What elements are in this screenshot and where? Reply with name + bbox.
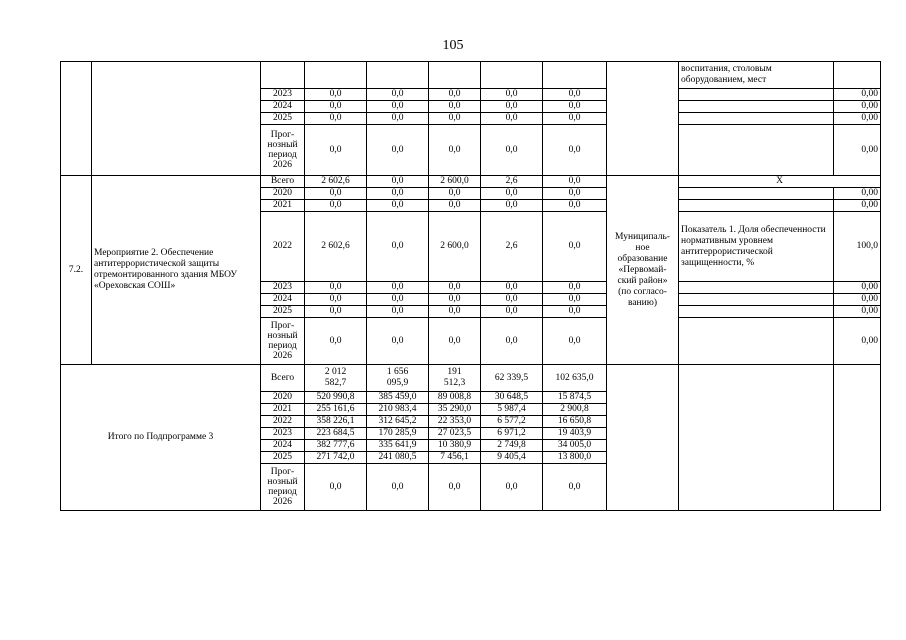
- value-cell: 16 650,8: [543, 416, 607, 428]
- page-number: 105: [442, 38, 464, 53]
- indicator-text: [679, 89, 834, 101]
- indicator-value: 0,00: [834, 294, 881, 306]
- indicator-text: [679, 306, 834, 318]
- value-cell: 0,0: [543, 101, 607, 113]
- name-cell: [92, 62, 261, 176]
- value-cell: 0,0: [429, 113, 481, 125]
- indicator-text: Показатель 1. Доля обеспеченности нормативным уровнем антитеррористической защищенности, %: [679, 212, 834, 282]
- indicator-value: 100,0: [834, 212, 881, 282]
- value-cell: 0,0: [543, 306, 607, 318]
- value-cell: 0,0: [481, 464, 543, 511]
- value-cell: 0,0: [481, 113, 543, 125]
- value-cell: 2 749,8: [481, 440, 543, 452]
- value-cell: 27 023,5: [429, 428, 481, 440]
- value-cell: 0,0: [367, 294, 429, 306]
- indicator-text: [679, 282, 834, 294]
- indicator-value: 0,00: [834, 101, 881, 113]
- value-cell: 0,0: [305, 464, 367, 511]
- value-cell: 0,0: [367, 306, 429, 318]
- indicator-text: [679, 318, 834, 365]
- indicator-mark: Х: [679, 176, 881, 188]
- value-cell: 15 874,5: [543, 392, 607, 404]
- measure-number: 7.2.: [61, 176, 92, 365]
- value-cell: 0,0: [429, 125, 481, 176]
- value-cell: 241 080,5: [367, 452, 429, 464]
- year-cell: 2020: [261, 392, 305, 404]
- value-cell: 0,0: [305, 294, 367, 306]
- year-cell: Прог- нозный период 2026: [261, 464, 305, 511]
- indicator-text: [679, 125, 834, 176]
- value-cell: 0,0: [305, 282, 367, 294]
- value-cell: 0,0: [481, 318, 543, 365]
- value-cell: 170 285,9: [367, 428, 429, 440]
- blank-cell: [305, 62, 367, 89]
- value-cell: 0,0: [429, 306, 481, 318]
- year-cell: 2024: [261, 440, 305, 452]
- value-cell: 223 684,5: [305, 428, 367, 440]
- value-cell: 312 645,2: [367, 416, 429, 428]
- value-cell: 34 005,0: [543, 440, 607, 452]
- indicator-text: [679, 188, 834, 200]
- year-cell: Всего: [261, 176, 305, 188]
- value-cell: 0,0: [543, 212, 607, 282]
- value-cell: 0,0: [367, 125, 429, 176]
- value-cell: 255 161,6: [305, 404, 367, 416]
- indicator-value: 0,00: [834, 188, 881, 200]
- indicator-value: [834, 62, 881, 89]
- value-cell: 2 602,6: [305, 176, 367, 188]
- value-cell: 0,0: [543, 282, 607, 294]
- value-cell: 0,0: [429, 294, 481, 306]
- year-cell: 2025: [261, 306, 305, 318]
- year-cell: 2023: [261, 428, 305, 440]
- value-cell: 0,0: [367, 212, 429, 282]
- value-cell: 0,0: [367, 89, 429, 101]
- year-cell: 2024: [261, 294, 305, 306]
- value-cell: 271 742,0: [305, 452, 367, 464]
- value-cell: 0,0: [367, 113, 429, 125]
- value-cell: 0,0: [305, 306, 367, 318]
- value-cell: 5 987,4: [481, 404, 543, 416]
- value-cell: 0,0: [429, 89, 481, 101]
- value-cell: 0,0: [481, 89, 543, 101]
- value-cell: 2,6: [481, 212, 543, 282]
- value-cell: 102 635,0: [543, 365, 607, 392]
- value-cell: 9 405,4: [481, 452, 543, 464]
- value-cell: 382 777,6: [305, 440, 367, 452]
- value-cell: 13 800,0: [543, 452, 607, 464]
- indicator-value: 0,00: [834, 200, 881, 212]
- value-cell: 0,0: [543, 318, 607, 365]
- indicator-text: [679, 365, 834, 511]
- value-cell: 0,0: [305, 113, 367, 125]
- value-cell: 385 459,0: [367, 392, 429, 404]
- value-cell: 0,0: [367, 464, 429, 511]
- total-label: Итого по Подпрограмме 3: [61, 365, 261, 511]
- value-cell: 335 641,9: [367, 440, 429, 452]
- indicator-value: 0,00: [834, 306, 881, 318]
- year-cell: 2021: [261, 200, 305, 212]
- indicator-value: [834, 365, 881, 511]
- value-cell: 2 600,0: [429, 212, 481, 282]
- indicator-text: [679, 200, 834, 212]
- value-cell: 2 900,8: [543, 404, 607, 416]
- number-cell: [61, 62, 92, 176]
- value-cell: 0,0: [305, 188, 367, 200]
- year-cell: 2025: [261, 113, 305, 125]
- value-cell: 0,0: [543, 464, 607, 511]
- table-body: [61, 62, 881, 511]
- value-cell: 0,0: [543, 176, 607, 188]
- value-cell: 0,0: [429, 464, 481, 511]
- value-cell: 0,0: [543, 294, 607, 306]
- indicator-text: воспитания, столовым оборудованием, мест: [679, 62, 834, 89]
- value-cell: 0,0: [367, 101, 429, 113]
- indicator-text: [679, 294, 834, 306]
- indicator-text: [679, 101, 834, 113]
- value-cell: 0,0: [543, 188, 607, 200]
- value-cell: 0,0: [481, 125, 543, 176]
- value-cell: 0,0: [481, 282, 543, 294]
- value-cell: 0,0: [481, 101, 543, 113]
- indicator-text: [679, 113, 834, 125]
- value-cell: 0,0: [367, 188, 429, 200]
- value-cell: 0,0: [367, 282, 429, 294]
- value-cell: 0,0: [543, 89, 607, 101]
- year-cell: 2020: [261, 188, 305, 200]
- value-cell: 0,0: [481, 200, 543, 212]
- value-cell: 210 983,4: [367, 404, 429, 416]
- org-cell: [607, 62, 679, 176]
- value-cell: 0,0: [305, 89, 367, 101]
- value-cell: 0,0: [481, 306, 543, 318]
- value-cell: 0,0: [305, 101, 367, 113]
- value-cell: 0,0: [543, 113, 607, 125]
- indicator-value: 0,00: [834, 318, 881, 365]
- value-cell: 0,0: [367, 318, 429, 365]
- indicator-value: 0,00: [834, 125, 881, 176]
- value-cell: 0,0: [543, 125, 607, 176]
- value-cell: 1 656 095,9: [367, 365, 429, 392]
- value-cell: 89 008,8: [429, 392, 481, 404]
- blank-cell: [261, 62, 305, 89]
- value-cell: 358 226,1: [305, 416, 367, 428]
- value-cell: 0,0: [367, 200, 429, 212]
- year-cell: Всего: [261, 365, 305, 392]
- value-cell: 22 353,0: [429, 416, 481, 428]
- measure-name: Мероприятие 2. Обеспечение антитеррористической защиты отремонтированного здания МБОУ «Ореховская СОШ»: [92, 176, 261, 365]
- value-cell: 7 456,1: [429, 452, 481, 464]
- value-cell: 0,0: [481, 294, 543, 306]
- indicator-value: 0,00: [834, 113, 881, 125]
- year-cell: Прог- нозный период 2026: [261, 318, 305, 365]
- responsible-org: Муниципаль- ное образование «Первомай- ский район» (по согласо- ванию): [607, 176, 679, 365]
- value-cell: 520 990,8: [305, 392, 367, 404]
- blank-cell: [367, 62, 429, 89]
- value-cell: 0,0: [429, 200, 481, 212]
- value-cell: 191 512,3: [429, 365, 481, 392]
- value-cell: 2 602,6: [305, 212, 367, 282]
- value-cell: 35 290,0: [429, 404, 481, 416]
- year-cell: 2022: [261, 416, 305, 428]
- year-cell: 2024: [261, 101, 305, 113]
- year-cell: 2021: [261, 404, 305, 416]
- blank-cell: [543, 62, 607, 89]
- value-cell: 2,6: [481, 176, 543, 188]
- table-row: [61, 176, 881, 188]
- blank-cell: [481, 62, 543, 89]
- value-cell: 0,0: [305, 200, 367, 212]
- value-cell: 0,0: [429, 101, 481, 113]
- value-cell: 2 600,0: [429, 176, 481, 188]
- org-cell: [607, 365, 679, 511]
- year-cell: 2025: [261, 452, 305, 464]
- subprogram-table: [60, 61, 881, 511]
- value-cell: 0,0: [429, 188, 481, 200]
- table-row: [61, 365, 881, 392]
- value-cell: 0,0: [305, 318, 367, 365]
- value-cell: 62 339,5: [481, 365, 543, 392]
- value-cell: 0,0: [367, 176, 429, 188]
- table-row: [61, 62, 881, 89]
- blank-cell: [429, 62, 481, 89]
- value-cell: 6 971,2: [481, 428, 543, 440]
- year-cell: 2022: [261, 212, 305, 282]
- value-cell: 0,0: [481, 188, 543, 200]
- value-cell: 0,0: [429, 318, 481, 365]
- value-cell: 0,0: [429, 282, 481, 294]
- value-cell: 19 403,9: [543, 428, 607, 440]
- value-cell: 10 380,9: [429, 440, 481, 452]
- year-cell: 2023: [261, 89, 305, 101]
- value-cell: 6 577,2: [481, 416, 543, 428]
- value-cell: 2 012 582,7: [305, 365, 367, 392]
- indicator-value: 0,00: [834, 282, 881, 294]
- year-cell: Прог- нозный период 2026: [261, 125, 305, 176]
- indicator-value: 0,00: [834, 89, 881, 101]
- value-cell: 0,0: [543, 200, 607, 212]
- value-cell: 30 648,5: [481, 392, 543, 404]
- year-cell: 2023: [261, 282, 305, 294]
- value-cell: 0,0: [305, 125, 367, 176]
